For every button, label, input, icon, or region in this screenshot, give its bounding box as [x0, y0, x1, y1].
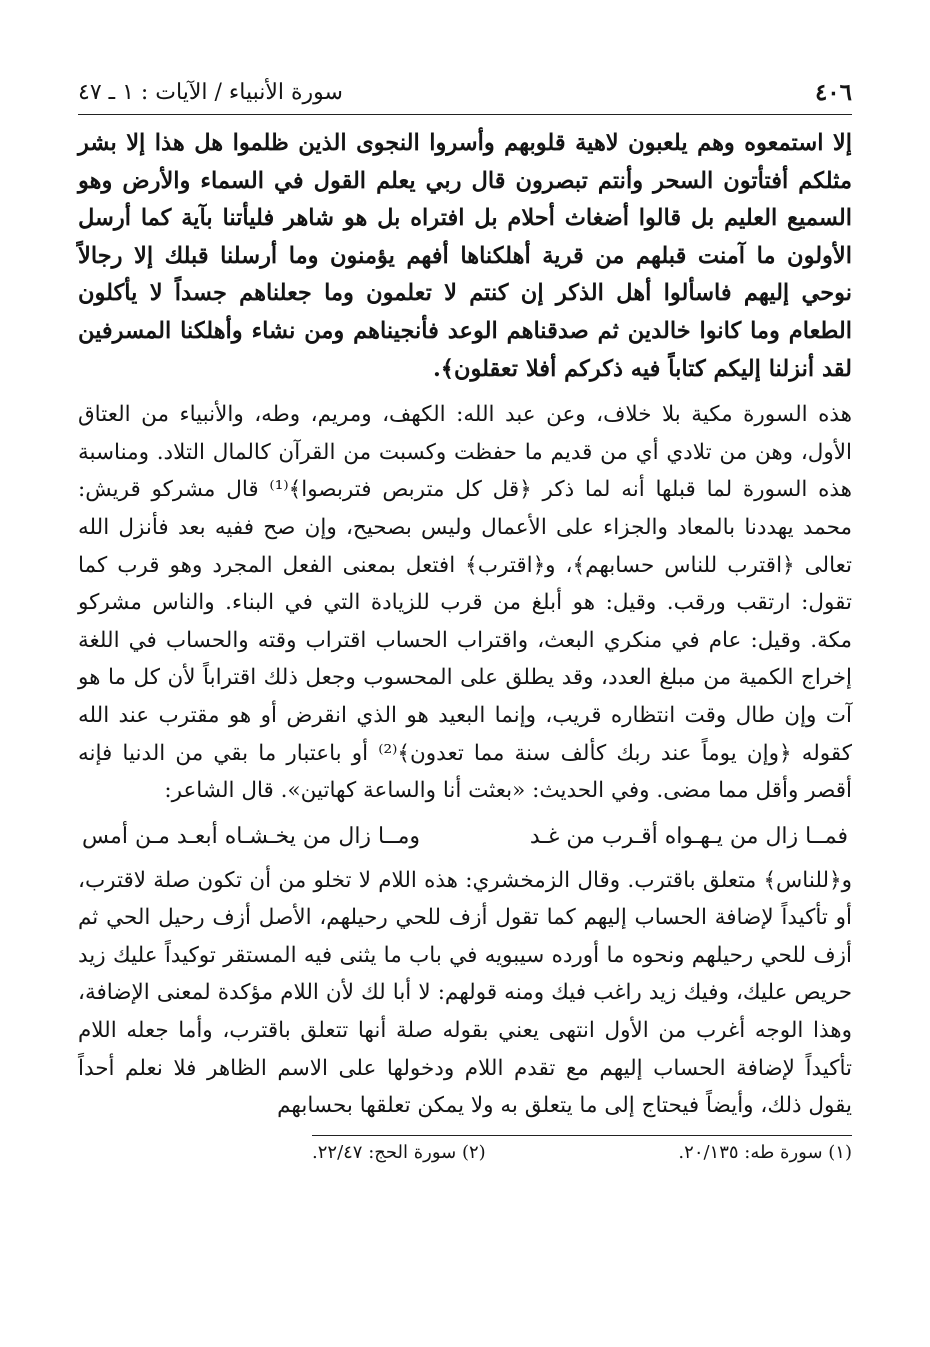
running-title: سورة الأنبياء / الآيات : ١ ـ ٤٧	[78, 80, 343, 105]
footnotes	[312, 1135, 852, 1166]
poem-first-hemistich: فمــا زال من يـهـواه أقـرب من غـد	[529, 823, 848, 849]
poem-verse	[78, 818, 852, 856]
quran-verses: إلا استمعوه وهم يلعبون لاهية قلوبهم وأسروا النجوى الذين ظلموا هل هذا إلا بشر مثلكم أفتأتون السحر وأنتم تبصرون قال ربي يعلم القول في السماء والأرض وهو السميع العليم بل قالوا أضغاث أحلام بل افتراه بل هو شاهر فليأتنا بآية كما أرسل الأولون ما آمنت قبلهم من قرية أهلكناها أفهم يؤمنون وما أرسلنا قبلك إلا رجالاً نوحي إليهم فاسألوا أهل الذكر إن كنتم لا تعلمون وما جعلناهم جسداً لا يأكلون الطعام وما كانوا خالدين ثم صدقناهم الوعد فأنجيناهم ومن نشاء وأهلكنا المسرفين لقد أنزلنا إليكم كتاباً فيه ذكركم أفلا تعقلون﴾.	[78, 130, 852, 382]
commentary-paragraph-2: و﴿للناس﴾ متعلق باقترب. وقال الزمخشري: هذه اللام لا تخلو من أن تكون صلة لاقترب، أو تأكيداً لإضافة الحساب إليهم كما تقول أزف للحي رحيلهم، الأصل أزف رحيل الحي ثم أزف للحي رحيلهم ونحوه ما أورده سيبويه في باب ما يثنى فيه المستقر توكيداً عليك زيد حريص عليك، وفيك زيد راغب فيك ومنه قولهم: لا أبا لك لأن اللام مؤكدة لمعنى الإضافة، وهذا الوجه أغرب من الأول انتهى يعني بقوله صلة أنها تتعلق باقترب، وأما جعله اللام تأكيداً لإضافة الحساب إليهم مع تقدم اللام ودخولها على الاسم الظاهر فلا نعلم أحداً يقول ذلك، وأيضاً فيحتاج إلى ما يتعلق به ولا يمكن تعلقها بحسابهم	[78, 867, 852, 1119]
page-number: ٤٠٦	[814, 79, 852, 106]
commentary-section	[78, 396, 852, 810]
poem-second-hemistich: ومــا زال من يخـشـاه أبعـد مـن أمس	[82, 823, 421, 849]
commentary-paragraph-1: هذه السورة مكية بلا خلاف، وعن عبد الله: الكهف، ومريم، وطه، والأنبياء من العتاق الأول، وهن من تلادي أي من قديم ما حفظت وكسبت من القرآن كالمال التلاد. ومناسبة هذه السورة لما قبلها أنه لما ذكر ﴿قل كل متربص فتربصوا﴾⁽¹⁾ قال مشركو قريش: محمد يهددنا بالمعاد والجزاء على الأعمال وليس بصحيح، وإن صح ففيه بعد فأنزل الله تعالى ﴿اقترب للناس حسابهم﴾، و﴿اقترب﴾ افتعل بمعنى الفعل المجرد وهو قرب كما تقول: ارتقب ورقب. وقيل: هو أبلغ من قرب للزيادة التي في البناء. والناس مشركو مكة. وقيل: عام في منكري البعث، واقتراب الحساب اقتراب وقته والحساب في اللغة إخراج الكمية من مبلغ العدد، وقد يطلق على المحسوب وجعل ذلك اقتراباً لأن كل ما هو آت وإن طال وقت انتظاره قريب، وإنما البعيد هو الذي انقرض أو هو مقترب عند الله كقوله ﴿وإن يوماً عند ربك كألف سنة مما تعدون﴾⁽²⁾ أو باعتبار ما بقي من الدنيا فإنه أقصر وأقل مما مضى. وفي الحديث: «بعثت أنا والساعة كهاتين». قال الشاعر:	[78, 402, 852, 804]
footnote-2: (٢) سورة الحج: ٢٢/٤٧.	[312, 1141, 486, 1163]
page-header	[78, 78, 852, 115]
footnote-1: (١) سورة طه: ٢٠/١٣٥.	[678, 1141, 852, 1163]
commentary-section-2	[78, 862, 852, 1125]
